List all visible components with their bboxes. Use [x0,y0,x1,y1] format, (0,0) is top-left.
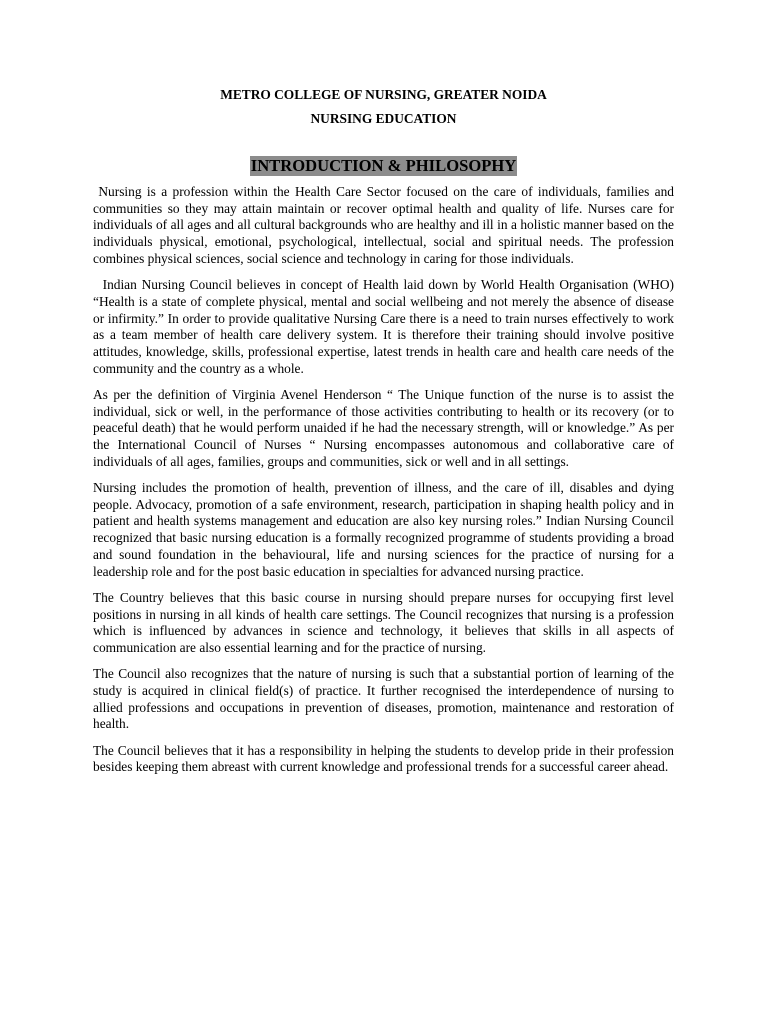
section-heading: INTRODUCTION & PHILOSOPHY [250,156,517,175]
paragraph-3: As per the definition of Virginia Avenel Henderson “ The Unique function of the nurse is to assist the individual, sick or well, in the performance of those activities contributing to health or its recovery (or to peaceful death) that he would perform unaided if he had the necessary strength, will or knowledge.” As per the International Council of Nurses “ Nursing encompasses autonomous and collaborative care of individuals of all ages, families, groups and communities, sick or well and in all settings. [93,386,674,469]
paragraph-2: Indian Nursing Council believes in concept of Health laid down by World Health Organisation (WHO) “Health is a state of complete physical, mental and social wellbeing and not merely the absence of disease or infirmity.” In order to provide qualitative Nursing Care there is a need to train nurses effectively to work as a team member of health care delivery system. It is therefore their training should involve positive attitudes, knowledge, skills, professional expertise, latest trends in health care and health care needs of the community and the country as a whole. [93,277,678,376]
paragraph-5: The Country believes that this basic course in nursing should prepare nurses for occupying first level positions in nursing in all kinds of health care settings. The Council recognizes that nursing is a profession which is influenced by advances in science and technology, it believes that skills in all aspects of communication are also essential learning and for the practice of nursing. [93,589,674,655]
paragraph-1: Nursing is a profession within the Health Care Sector focused on the care of individuals, families and communities so they may attain maintain or recover optimal health and quality of life. Nurses care for individuals of all ages and all cultural backgrounds who are healthy and ill in a holistic manner based on the individuals physical, emotional, psychological, intellectual, social and spiritual needs. The profession combines physical sciences, social science and technology in caring for those individuals. [93,184,678,266]
college-name: METRO COLLEGE OF NURSING, GREATER NOIDA [220,87,547,102]
paragraph-6: The Council also recognizes that the nature of nursing is such that a substantial portion of learning of the study is acquired in clinical field(s) of practice. It further recognised the interdependence of nursing to allied professions and occupations in prevention of diseases, promotion, maintenance and restoration of health. [93,666,674,732]
document-page [93,86,678,786]
department-name: NURSING EDUCATION [310,111,457,126]
paragraph-4: Nursing includes the promotion of health, prevention of illness, and the care of ill, disables and dying people. Advocacy, promotion of a safe environment, research, participation in shaping health policy and in patient and health systems management and education are also key nursing roles.” Indian Nursing Council recognized that basic nursing education is a formally recognized programme of students providing a broad and sound foundation in the behavioural, life and nursing sciences for the practice of nursing for a leadership role and for the post basic education in specialties for advanced nursing practice. [93,480,674,579]
paragraph-7: The Council believes that it has a responsibility in helping the students to develop pride in their profession besides keeping them abreast with current knowledge and professional trends for a successful career ahead. [93,742,674,775]
section-heading-wrap [93,156,674,176]
